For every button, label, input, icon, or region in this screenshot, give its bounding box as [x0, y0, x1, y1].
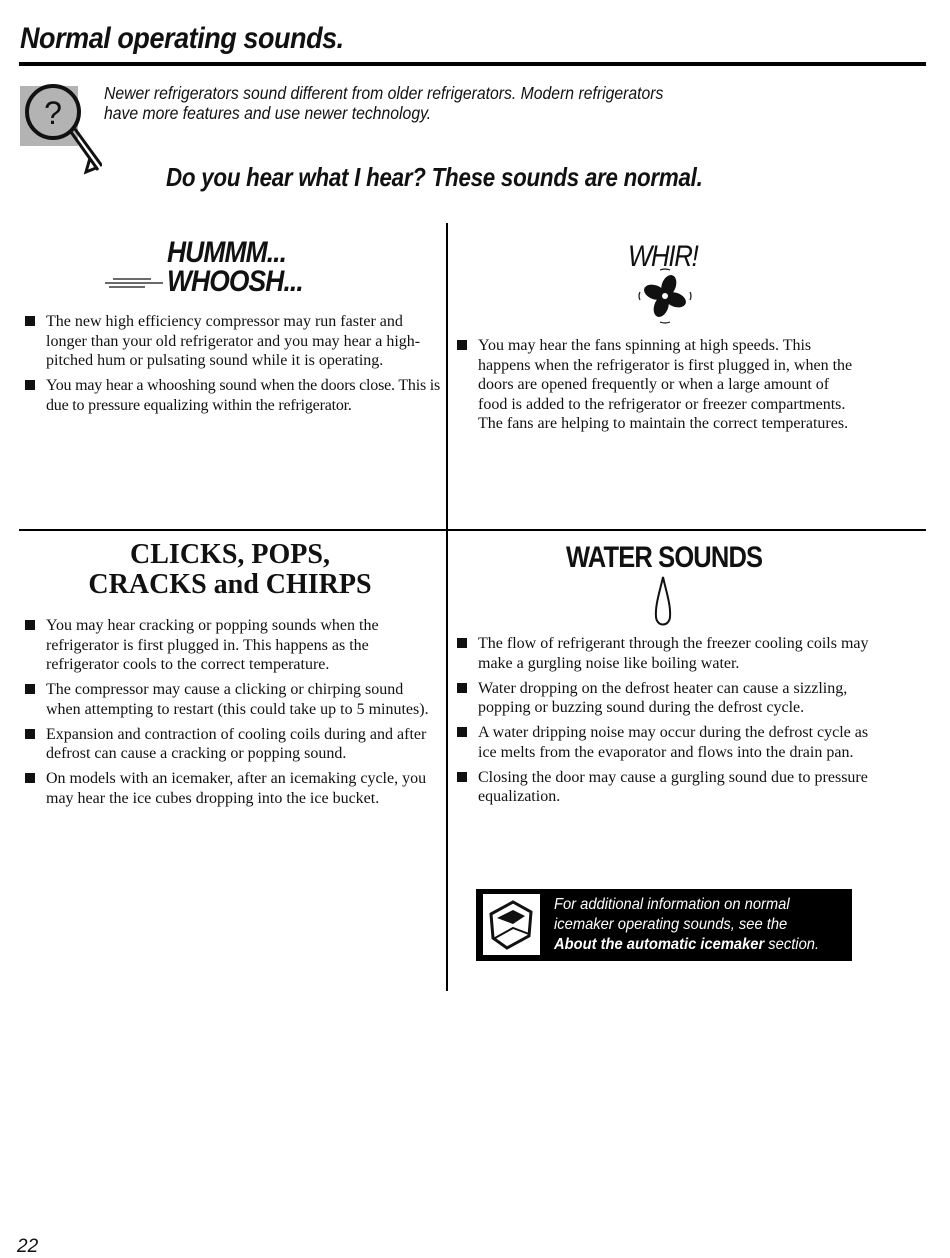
list-item: On models with an icemaker, after an icemaking cycle, you may hear the ice cubes dropping into the ice bucket.	[20, 769, 440, 808]
whir-list	[452, 336, 862, 439]
clicks-list	[20, 616, 440, 814]
icemaker-icon	[483, 894, 540, 955]
list-item: Water dropping on the defrost heater can cause a sizzling, popping or buzzing sound during the defrost cycle.	[452, 679, 872, 718]
page-number: 22	[17, 1236, 39, 1257]
row-divider	[19, 529, 926, 531]
hum-list	[20, 312, 445, 421]
page-title: Normal operating sounds.	[20, 22, 344, 55]
water-drop-icon	[652, 575, 674, 630]
column-divider	[446, 223, 448, 991]
list-item: You may hear the fans spinning at high speeds. This happens when the refrigerator is first plugged in, when the doors are opened frequently or when a large amount of food is added to the refrigerator or freezer compartments. The fans are helping to maintain the correct temperatures.	[452, 336, 862, 434]
fan-icon	[636, 268, 694, 324]
list-item: The new high efficiency compressor may run faster and longer than your old refrigerator and you may hear a high-pitched hum or pulsating sound while it is operating.	[20, 312, 445, 371]
clicks-heading: CLICKS, POPS, CRACKS and CHIRPS	[88, 539, 372, 600]
list-item: Closing the door may cause a gurgling sound due to pressure equalization.	[452, 768, 872, 807]
hum-heading: HUMMM...	[167, 236, 287, 269]
motion-lines-icon	[105, 276, 165, 290]
svg-text:?: ?	[44, 95, 62, 131]
list-item: A water dripping noise may occur during the defrost cycle as ice melts from the evaporator and flows into the drain pan.	[452, 723, 872, 762]
list-item: The flow of refrigerant through the freezer cooling coils may make a gurgling noise like boiling water.	[452, 634, 872, 673]
question-magnifier-icon	[20, 82, 102, 178]
list-item: You may hear a whooshing sound when the doors close. This is due to pressure equalizing within the refrigerator.	[20, 376, 445, 415]
water-heading: WATER SOUNDS	[566, 541, 763, 574]
intro-text: Newer refrigerators sound different from older refrigerators. Modern refrigerators have more features and use newer technology.	[104, 83, 664, 123]
whoosh-heading: WHOOSH...	[167, 265, 303, 298]
list-item: Expansion and contraction of cooling coils during and after defrost can cause a cracking or popping sound.	[20, 725, 440, 764]
list-item: The compressor may cause a clicking or chirping sound when attempting to restart (this could take up to 5 minutes).	[20, 680, 440, 719]
list-item: You may hear cracking or popping sounds when the refrigerator is first plugged in. This happens as the refrigerator cools to the correct temperature.	[20, 616, 440, 675]
whir-heading: WHIR!	[628, 240, 698, 273]
info-text: For additional information on normal icemaker operating sounds, see the About the automatic icemaker section.	[554, 896, 820, 953]
icemaker-section-link: About the automatic icemaker	[554, 936, 765, 953]
title-rule	[19, 62, 926, 66]
water-list	[452, 634, 872, 812]
tagline: Do you hear what I hear? These sounds are normal.	[166, 162, 703, 192]
